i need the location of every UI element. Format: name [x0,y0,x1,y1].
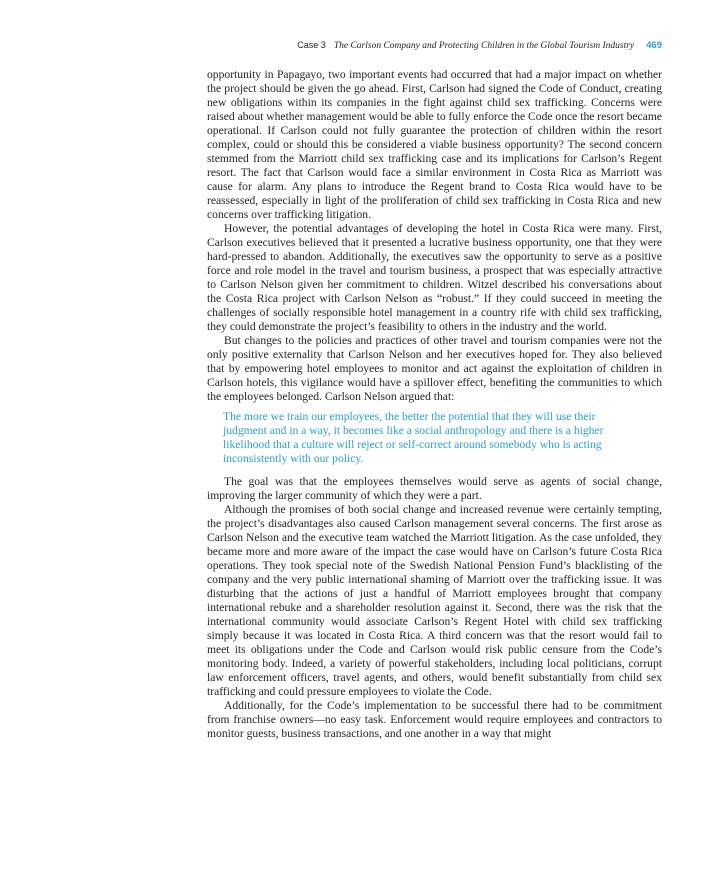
page-number: 469 [646,40,662,51]
body-text [207,68,662,741]
case-label: Case 3 [297,40,326,50]
paragraph-2: However, the potential advantages of developing the hotel in Costa Rica were many. First, Carlson executives believed that it presented a lucrative business opportunity, one that they were hard-pressed to abandon. Additionally, the executives saw the opportunity to serve as a positive force and role model in the travel and tourism business, a prospect that was especially attractive to Carlson Nelson given her commitment to children. Witzel described his conversations about the Costa Rica project with Carlson Nelson as “robust.” If they could succeed in meeting the challenges of socially responsible hotel management in a country rife with child sex trafficking, they could demonstrate the project’s feasibility to others in the industry and the world. [207,222,662,333]
running-header [207,39,662,52]
paragraph-3: But changes to the policies and practices of other travel and tourism companies were not the only positive externality that Carlson Nelson and her executives hoped for. They also believed that by empowering hotel employees to monitor and act against the exploitation of children in Carlson hotels, this vigilance would have a spillover effect, benefiting the communities to which the employees belonged. Carlson Nelson argued that: [207,334,662,403]
paragraph-5: Although the promises of both social change and increased revenue were certainly tempting, the project’s disadvantages also caused Carlson management several concerns. The first arose as Carlson Nelson and the executive team watched the Marriott litigation. As the case unfolded, they became more and more aware of the impact the case would have on Carlson’s future Costa Rica operations. They took special note of the Swedish National Pension Fund’s blacklisting of the company and the very public international shaming of Marriott over the trafficking issue. It was disturbing that the actions of just a handful of Marriott employees brought that company international rebuke and a shareholder resolution against it. Second, there was the risk that the international community would associate Carlson’s Regent Hotel with child sex trafficking simply because it was located in Costa Rica. A third concern was that the resort would fail to meet its obligations under the Code and Carlson would risk public censure from the Code’s monitoring body. Indeed, a variety of powerful stakeholders, including local politicians, corrupt law enforcement officers, travel agents, and others, would benefit substantially from child sex trafficking and could pressure employees to violate the Code. [207,503,662,698]
quote: The more we train our employees, the better the potential that they will use their judgment and in a way, it becomes like a social anthropology and there is a higher likelihood that a culture will reject or self-correct around somebody who is acting inconsistently with our policy. [223,410,604,465]
paragraph-4: The goal was that the employees themselves would serve as agents of social change, improving the larger community of which they were a part. [207,475,662,502]
running-title: The Carlson Company and Protecting Children in the Global Tourism Industry [333,41,635,51]
paragraph-1: opportunity in Papagayo, two important events had occurred that had a major impact on whether the project should be given the go ahead. First, Carlson had signed the Code of Conduct, creating new obligations within its companies in the fight against child sex trafficking. Concerns were raised about whether management would be able to fully enforce the Code once the resort became operational. If Carlson could not fully guarantee the protection of children within the resort complex, could or should this be considered a viable business opportunity? The second concern stemmed from the Marriott child sex trafficking case and its implications for Carlson’s Regent resort. The fact that Carlson would face a similar environment in Costa Rica as Marriott was cause for alarm. Any plans to introduce the Regent brand to Costa Rica would have to be reassessed, especially in light of the proliferation of child sex trafficking in Costa Rica and new concerns over trafficking litigation. [207,68,662,221]
paragraph-6: Additionally, for the Code’s implementation to be successful there had to be commitment from franchise owners—no easy task. Enforcement would require employees and contractors to monitor guests, business transactions, and one another in a way that might [207,699,662,740]
